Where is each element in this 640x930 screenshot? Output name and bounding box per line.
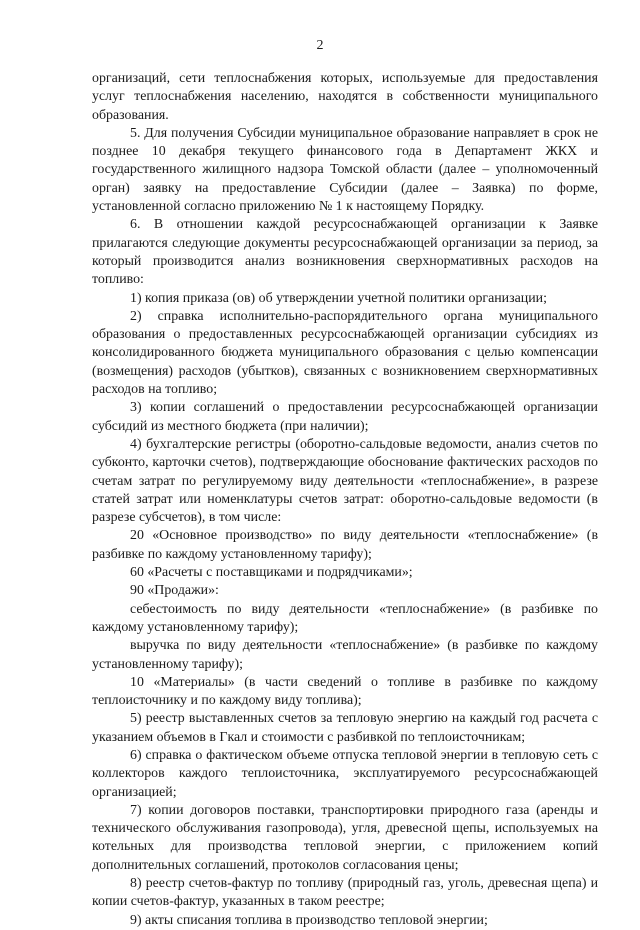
list-item: 8) реестр счетов-фактур по топливу (природный газ, уголь, древесная щепа) и копии счетов-фактур, указанных в таком реестре; [92, 876, 598, 910]
paragraph: 5. Для получения Субсидии муниципальное образование направляет в срок не позднее 10 декабря текущего финансового года в Департамент ЖКХ и государственного жилищного надзора Томской области (далее – уполномоченный орган) заявку на предоставление Субсидии (далее – Заявка) по форме, установленной согласно приложению № 1 к настоящему Порядку. [92, 125, 598, 215]
list-item: 2) справка исполнительно-распорядительного органа муниципального образования о предоставленных ресурсоснабжающей организации субсидиях из консолидированного бюджета муниципального образования с целью компенсации (возмещения) расходов (убытков), связанных с возникновением сверхнормативных расходов на топливо; [92, 308, 598, 398]
list-item: 7) копии договоров поставки, транспортировки природного газа (аренды и технического обслуживания газопровода), угля, древесной щепы, используемых на котельных для производства тепловой энергии, с приложением копий дополнительных соглашений, протоколов согласования цены; [92, 802, 598, 873]
list-item: 5) реестр выставленных счетов за тепловую энергию на каждый год расчета с указанием объемов в Гкал и стоимости с разбивкой по теплоисточникам; [92, 711, 598, 745]
paragraph: организаций, сети теплоснабжения которых, используемые для предоставления услуг теплоснабжения населению, находятся в собственности муниципального образования. [92, 71, 598, 123]
list-item: 3) копии соглашений о предоставлении ресурсоснабжающей организации субсидий из местного бюджета (при наличии); [92, 400, 598, 434]
page-number: 2 [316, 38, 324, 53]
list-item: 4) бухгалтерские регистры (оборотно-сальдовые ведомости, анализ счетов по субконто, карточки счетов), подтверждающие обоснование фактических расходов по счетам затрат по регулируемому виду деятельности «теплоснабжение», в разрезе статей затрат или номенклатуры счетов затрат: оборотно-сальдовые ведомости (в разрезе субсчетов), в том числе: [92, 436, 598, 526]
sub-item: себестоимость по виду деятельности «теплоснабжение» (в разбивке по каждому установленному тарифу); [92, 601, 598, 635]
list-item: 1) копия приказа (ов) об утверждении учетной политики организации; [130, 290, 547, 306]
sub-item: 60 «Расчеты с поставщиками и подрядчиками»; [130, 565, 413, 581]
list-item: 9) акты списания топлива в производство тепловой энергии; [130, 912, 488, 928]
sub-item: 10 «Материалы» (в части сведений о топливе в разбивке по каждому теплоисточнику и по каждому виду топлива); [92, 674, 598, 709]
document-body [92, 70, 598, 930]
sub-item: выручка по виду деятельности «теплоснабжение» (в разбивке по каждому установленному тарифу); [92, 638, 598, 672]
paragraph: 6. В отношении каждой ресурсоснабжающей организации к Заявке прилагаются следующие документы ресурсоснабжающей организации за период, за который производится анализ возникновения сверхнормативных расходов на топливо: [92, 217, 598, 288]
sub-item: 90 «Продажи»: [130, 583, 219, 599]
list-item: 6) справка о фактическом объеме отпуска тепловой энергии в тепловую сеть с коллекторов каждого теплоисточника, эксплуатируемого ресурсоснабжающей организацией; [92, 747, 598, 800]
sub-item: 20 «Основное производство» по виду деятельности «теплоснабжение» (в разбивке по каждому установленному тарифу); [92, 528, 598, 562]
